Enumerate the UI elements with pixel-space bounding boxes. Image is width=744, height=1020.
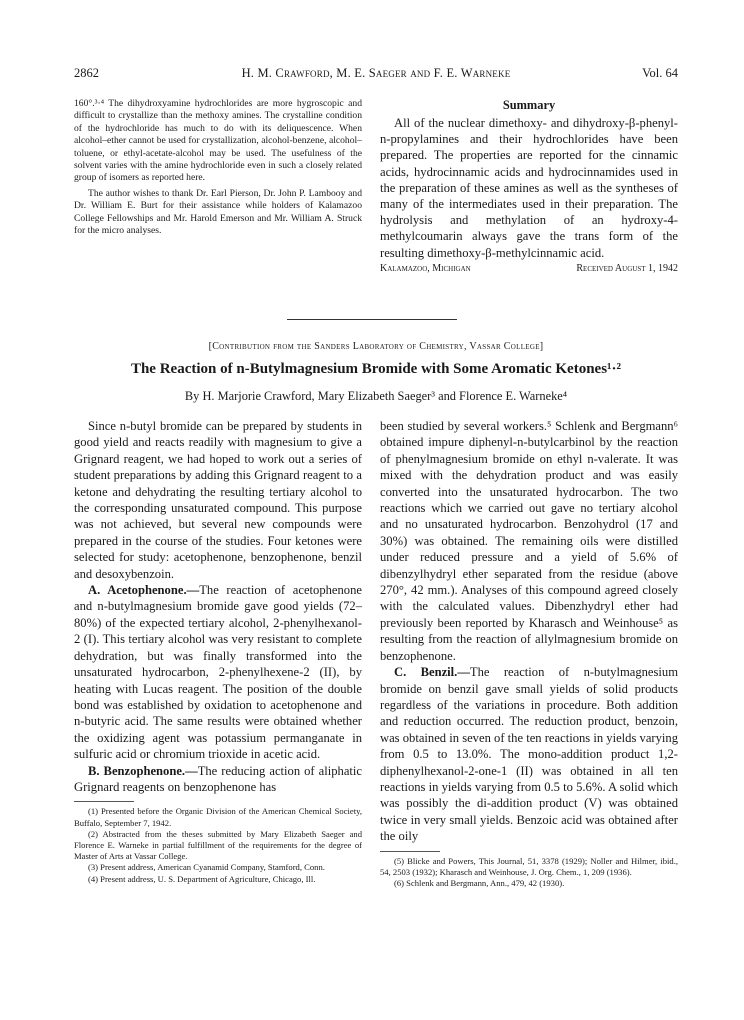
- prev-paragraph: 160°.³·⁴ The dihydroxyamine hydrochlorides are more hygroscopic and difficult to crystallize than the methoxy amines. The crystalline condition of the hydrochloride has much to do with its deliquescence. When alcohol–ether cannot be used for crystallization, alcohol-benzene, alcohol–toluene, or ethyl-acetate-alcohol may be used. The usefulness of the solvent varies with the amine hydrochloride even in such a closely related group of isomers as reported here.: [74, 98, 362, 184]
- footnote-2: (2) Abstracted from the theses submitted by Mary Elizabeth Saeger and Florence E. Warneke in partial fulfillment of the requirements for the degree of Master of Arts at Vassar College.: [74, 828, 362, 862]
- section-a-text: The reaction of acetophenone and n-butylmagnesium bromide gave good yields (72–80%) of the expected tertiary alcohol, 2-phenylhexanol-2 (I). This tertiary alcohol was very resistant to complete dehydration, but was finally transformed into the unsaturated hydrocarbon, 2-phenylhexene-2 (II), by heating with Lucas reagent. The position of the double bond was established by oxidation to acetophenone and n-butyric acid. The same results were obtained whether the oxidizing agent was potassium permanganate in sulfuric acid or chromium trioxide in acetic acid.: [74, 583, 362, 762]
- section-c-text: The reaction of n-butylmagnesium bromide on benzil gave small yields of solid products regardless of the variations in procedure. Both addition and reduction occurred. The reduction product, benzoin, was obtained in seven of the ten reactions in yields varying from 0.5 to 13.0%. The mono-addition product 1,2-diphenylhexanol-2-one-1 (II) was obtained in all ten reactions in yields varying from 0.5 to 5.6%. A solid which was possibly the di-addition product (V) was obtained twice in very small yields. Benzoic acid was obtained after the oily: [380, 665, 679, 844]
- received-line: [380, 263, 678, 279]
- section-c-paragraph: [380, 664, 678, 844]
- footnote-rule-right: [380, 851, 440, 852]
- page-number: 2862: [74, 66, 99, 80]
- section-b-heading: B. Benzophenone.—: [88, 763, 198, 778]
- section-c-heading: C. Benzil.—: [394, 665, 470, 680]
- benzophenone-continuation: been studied by several workers.⁵ Schlenk and Bergmann⁶ obtained impure diphenyl-n-butylcarbinol by the reaction of phenylmagnesium bromide on ethyl n-valerate. It was mixed with the dehydration product and was easily converted into the unsaturated hydrocarbon. The two reactions which we carried out gave no tertiary alcohol and no unsaturated hydrocarbon. Benzohydrol (17 and 30%) was obtained. The remaining oils were distilled under reduced pressure and a yield of 5.6% of dibenzylhydryl ether separated from the residue (above 270°, 42 mm.). Analyses of this compound agreed closely with the calculated values. Dibenzhydryl ether had previously been reported by Kharasch and Weinhouse⁵ as resulting from the reaction of allylmagnesium bromide on benzophenone.: [380, 419, 678, 663]
- received-date: Received August 1, 1942: [576, 262, 678, 274]
- article-title: The Reaction of n-Butylmagnesium Bromide with Some Aromatic Ketones¹·²: [130, 361, 622, 377]
- prev-article-left-column: [74, 98, 362, 237]
- left-footnotes: [74, 806, 362, 884]
- acknowledgement-paragraph: The author wishes to thank Dr. Earl Pierson, Dr. John P. Lambooy and Dr. William E. Burt for their assistance while holders of Kalamazoo College Fellowships and Mr. Harold Emerson and Mr. William A. Struck for the micro analyses.: [74, 187, 362, 237]
- footnote-4: (4) Present address, U. S. Department of Agriculture, Chicago, Ill.: [88, 873, 316, 884]
- footnote-6: (6) Schlenk and Bergmann, Ann., 479, 42 (1930).: [394, 877, 565, 888]
- section-a-heading: A. Acetophenone.—: [88, 583, 200, 598]
- section-b-paragraph: [74, 763, 362, 796]
- footnote-1: (1) Presented before the Organic Division of the American Chemical Society, Buffalo, September 7, 1942.: [74, 806, 362, 828]
- summary-section: [380, 98, 678, 279]
- article-left-column: [74, 418, 362, 885]
- article-byline: By H. Marjorie Crawford, Mary Elizabeth Saeger³ and Florence E. Warneke⁴: [184, 389, 568, 403]
- summary-text: All of the nuclear dimethoxy- and dihydroxy-β-phenyl-n-propylamines and their hydrochlorides have been prepared. The properties are reported for the cinnamic acids, hydrocinnamic acids and hydrocinnamides used in the preparation of these amines as well as the syntheses of many of the intermediates used in their preparation. The hydrolysis and methylation of an hydroxy-4-methylcoumarin always gave the trans form of the resulting dimethoxy-β-methylcinnamic acid.: [380, 116, 678, 260]
- contribution-line: [Contribution from the Sanders Laboratory of Chemistry, Vassar College]: [208, 341, 544, 352]
- running-header: [74, 66, 678, 82]
- article-separator-rule: [287, 319, 457, 320]
- footnote-rule: [74, 801, 134, 802]
- footnote-3: (3) Present address, American Cyanamid Company, Stamford, Conn.: [88, 862, 325, 873]
- running-authors: H. M. Crawford, M. E. Saeger and F. E. Warneke: [241, 66, 511, 80]
- summary-heading: Summary: [502, 98, 556, 112]
- right-footnotes: [380, 856, 678, 890]
- section-b-text: The reducing action of aliphatic Grignard reagents on benzophenone has: [74, 763, 363, 794]
- volume-label: Vol. 64: [642, 66, 678, 80]
- footnote-5: (5) Blicke and Powers, This Journal, 51, 3378 (1929); Noller and Hilmer, ibid., 54, 2503 (1932); Kharasch and Weinhouse, J. Org. Chem., 1, 209 (1936).: [380, 855, 678, 877]
- article-right-column: [380, 418, 678, 889]
- intro-paragraph: Since n-butyl bromide can be prepared by students in good yield and reacts readily with magnesium to give a Grignard reagent, we had hoped to work out a series of student preparations by adding this Grignard reagent to a ketone and dehydrating the resulting tertiary alcohol to the corresponding unsaturated compound. This purpose was not achieved, but several new compounds were prepared in the course of the studies. Four ketones were selected for study: acetophenone, benzophenone, benzil and desoxybenzoin.: [74, 419, 362, 581]
- location: Kalamazoo, Michigan: [380, 262, 471, 274]
- section-a-paragraph: [74, 582, 362, 762]
